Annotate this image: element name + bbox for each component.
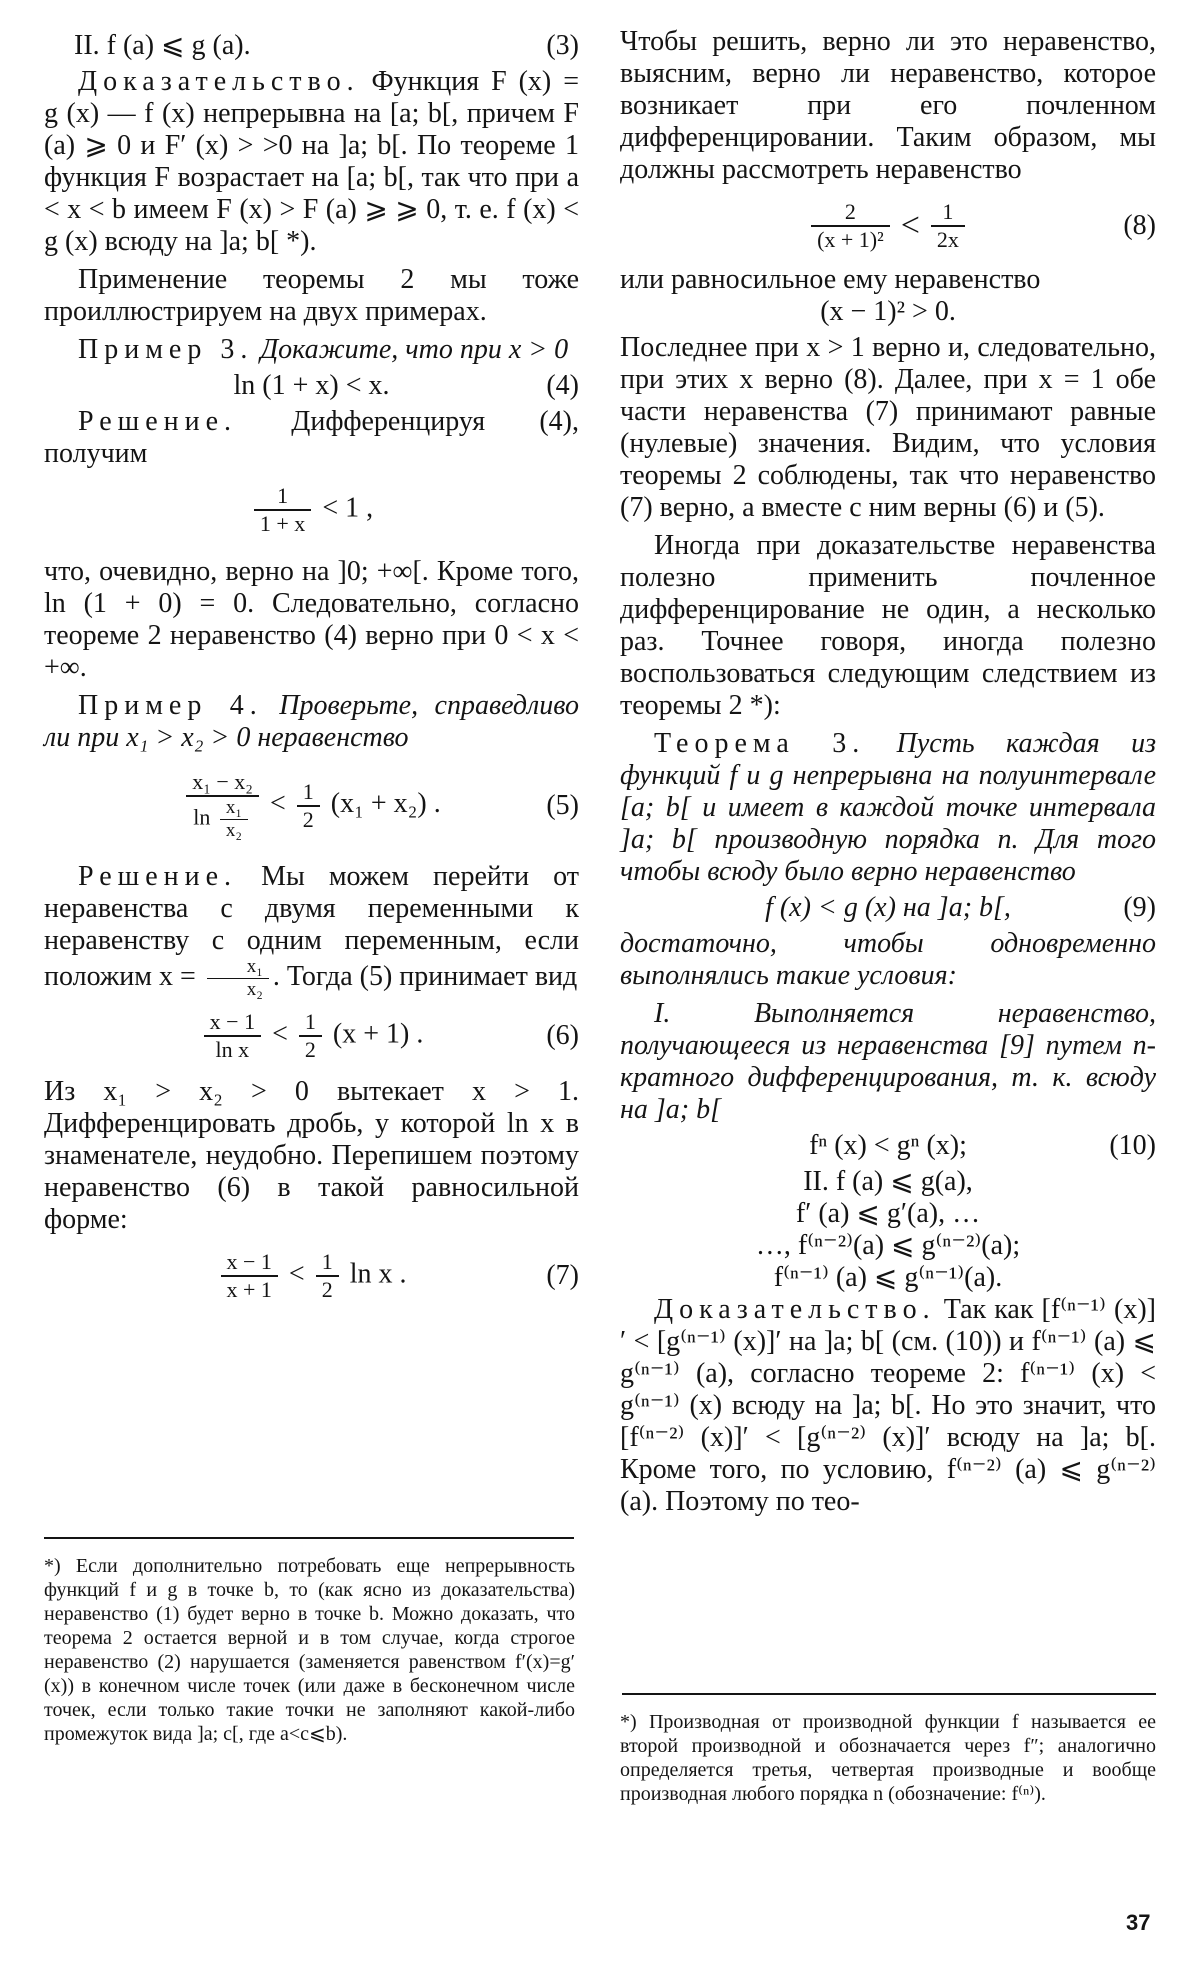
right-column xyxy=(620,26,1156,1518)
equation-8-rhs-fraction: $\frac{1}{2x}$ xyxy=(931,200,965,252)
theorem-3-proof-text: Так как [f⁽ⁿ⁻¹⁾ (x)]′ < [g⁽ⁿ⁻¹⁾ (x)]′ на ]a; b[ (см. (10)) и f⁽ⁿ⁻¹⁾ (a) ⩽ g⁽ⁿ⁻¹⁾ (a), согласно теореме 2: f⁽ⁿ⁻¹⁾ (x) < g⁽ⁿ⁻¹⁾ (x) всюду на ]a; b[. Но это значит, что [f⁽ⁿ⁻²⁾ (x)]′ < [g⁽ⁿ⁻²⁾ (x)]′ всюду на ]a; b[. Кроме того, по условию, f⁽ⁿ⁻²⁾ (a) ⩽ g⁽ⁿ⁻²⁾ (a). Поэтому по тео- xyxy=(620,1294,1157,1517)
equivalent-inequality: (x − 1)² > 0. xyxy=(820,296,956,327)
equation-number-6: (6) xyxy=(546,1020,579,1051)
multiple-differentiation-paragraph: Иногда при доказательстве неравенства полезно применить почленное дифференцирование не один, а несколько раз. Точнее говоря, иногда полезно воспользоваться следующим следствием из теоремы 2 *): xyxy=(620,530,1156,721)
equation-5-rhs: (x₁ + x₂) . xyxy=(330,787,441,819)
theorem-3-conditions-intro: достаточно, чтобы одновременно выполнялись такие условия: xyxy=(620,928,1156,991)
equation-7-rhs: ln x . xyxy=(349,1258,407,1290)
equation-4-body: ln (1 + x) < x. xyxy=(233,370,390,401)
solution-4-paragraph xyxy=(44,861,579,1000)
equation-number-10: (10) xyxy=(1109,1130,1156,1161)
theorem-3-proof-heading: Доказательство. xyxy=(654,1294,936,1325)
theorem-3-proof xyxy=(620,1294,1156,1518)
equation-4 xyxy=(44,370,579,402)
equation-8: $\frac{2}{\text{(x + 1)²}}$ < $\frac{1}{2x}$ (8) xyxy=(620,200,1156,252)
page-number: 37 xyxy=(1126,1910,1151,1935)
equation-number-5: (5) xyxy=(546,789,579,821)
solution-4-text-continued: . Тогда (5) принимает вид xyxy=(272,960,578,992)
proof-text: Функция F (x) = g (x) — f (x) непрерывна на [a; b[, причем F (a) ⩾ 0 и F′ (x) > >0 на ]a; b[. По теореме 1 функция F возрастает на [a; b[, так что при a < x < b имеем F (x) > F (a) ⩾ ⩾ 0, т. е. f (x) < g (x) всюду на ]a; b[ *). xyxy=(44,66,579,257)
theorem-condition-1: I. Выполняется неравенство, получающееся из неравенства [9] путем n-кратного дифференцирования, т. к. всюду на ]a; b[ xyxy=(620,998,1156,1125)
solution-3-continuation: что, очевидно, верно на ]0; +∞[. Кроме того, ln (1 + 0) = 0. Следовательно, согласно теореме 2 неравенство (4) верно при 0 < x < +∞. xyxy=(44,556,579,683)
example-4-heading: Пример 4. xyxy=(78,690,263,721)
paragraph-continuation: Чтобы решить, верно ли это неравенство, выясним, верно ли неравенство, которое возникает при его почленном дифференцировании. Таким образом, мы должны рассмотреть неравенство xyxy=(620,26,1156,185)
one-half-fraction: $\frac{1}{2}$ xyxy=(299,1010,322,1062)
fraction-1-over-1-plus-x: $\frac{1}{1 + x}$ xyxy=(254,484,311,536)
equation-7-lhs-fraction: $\frac{x - 1}{x + 1}$ xyxy=(221,1250,278,1302)
solution-3-text: Дифференцируя (4), получим xyxy=(44,406,579,469)
example-3-heading: Пример 3. xyxy=(78,334,254,365)
theorem-condition-2: II. f (a) ⩽ g(a), f′ (a) ⩽ g′(a), … …, f⁽ⁿ⁻²⁾(a) ⩽ g⁽ⁿ⁻²⁾(a); f⁽ⁿ⁻¹⁾ (a) ⩽ g⁽ⁿ⁻¹⁾(a). xyxy=(755,1166,1021,1293)
equation-number-9: (9) xyxy=(1123,892,1156,923)
equation-10: fⁿ (x) < gⁿ (x); (10) xyxy=(809,1130,1156,1161)
proof-paragraph xyxy=(44,66,579,258)
derivative-inequality xyxy=(44,484,579,536)
solution-3-paragraph xyxy=(44,406,579,470)
condition-2-line xyxy=(44,30,579,62)
left-column xyxy=(44,26,579,1302)
example-4-paragraph xyxy=(44,690,579,754)
equation-5-lhs-fraction: x₁ − x₂ ln $\frac{\text{x₁}}{\text{x₂}}$ xyxy=(186,770,259,841)
conclusion-paragraph: Последнее при x > 1 верно и, следовательно, при этих x верно (8). Далее, при x = 1 обе части неравенства (7) принимают равные (нулевые) значения. Видим, что условия теоремы 2 соблюдены, так что неравенство (7) верно, а вместе с ним верны (6) и (5). xyxy=(620,332,1156,523)
solution-4-text: Мы можем перейти от неравенства с двумя переменными к неравенству с одним переменным, если положим x = xyxy=(44,861,580,992)
theorem-3-paragraph xyxy=(620,728,1156,888)
application-paragraph: Применение теоремы 2 мы тоже проиллюстрируем на двух примерах. xyxy=(44,264,579,327)
proof-heading: Доказательство. xyxy=(78,66,360,97)
equation-9: f (x) < g (x) на ]a; b[, (9) xyxy=(765,892,1156,923)
theorem-3-heading: Теорема 3. xyxy=(654,728,866,759)
rewrite-paragraph: Из x₁ > x₂ > 0 вытекает x > 1. Дифференцировать дробь, у которой ln x в знаменателе, неудобно. Перепишем поэтому неравенство (6) в такой равносильной форме: xyxy=(44,1076,579,1235)
equation-5: x₁ − x₂ ln $\frac{\text{x₁}}{\text{x₂}}$ < $\frac{1}{2}$ (x₁ + x₂) . (5) xyxy=(44,770,579,841)
equation-6-rhs: (x + 1) . xyxy=(332,1018,424,1050)
equation-6-lhs-fraction: $\frac{x - 1}{\text{ln x}}$ xyxy=(204,1010,261,1062)
footnote-left: *) Если дополнительно потребовать еще непрерывность функций f и g в точке b, то (как ясно из доказательства) неравенство (1) будет верно в точке b. Можно доказать, что теорема 2 остается верной и в том случае, когда строгое неравенство (2) нарушается (заменяется равенством f′(x)=g′(x)) в конечном числе точек (или даже в бесконечном числе точек, если только такие точки не заполняют какой-либо промежуток вида ]a; c[, где a<c⩽b). xyxy=(44,1555,575,1745)
condition-2: II. f (a) ⩽ g (a). xyxy=(74,30,251,61)
equation-7: $\frac{x - 1}{x + 1}$ < $\frac{1}{2}$ ln x . (7) xyxy=(44,1250,579,1302)
equivalent-inequality-text: или равносильное ему неравенство xyxy=(620,264,1041,295)
equation-6: $\frac{x - 1}{\text{ln x}}$ < $\frac{1}{2}$ (x + 1) . (6) xyxy=(44,1010,579,1062)
equation-8-lhs-fraction: $\frac{2}{\text{(x + 1)²}}$ xyxy=(811,200,890,252)
substitution-fraction: $\frac{\text{x₁}}{\text{x₂}}$ xyxy=(207,957,269,1000)
equation-number-8: (8) xyxy=(1123,210,1156,241)
solution-3-heading: Решение. xyxy=(78,406,238,437)
example-3-statement: Докажите, что при x > 0 xyxy=(260,334,569,365)
equation-number-7: (7) xyxy=(546,1260,579,1291)
equation-number-4: (4) xyxy=(546,370,579,401)
theorem-3-statement: Пусть каждая из функций f и g непрерывна на полуинтервале [a; b[ и имеет в каждой точке интервала ]a; b[ производную порядка n. Для того чтобы всюду было верно неравенство xyxy=(620,728,1156,887)
footnote-divider-right xyxy=(622,1693,1156,1695)
footnote-divider-left xyxy=(44,1537,574,1539)
one-half-fraction: $\frac{1}{2}$ xyxy=(316,1250,339,1302)
one-half-fraction: $\frac{1}{2}$ xyxy=(297,780,320,832)
solution-4-heading: Решение. xyxy=(78,861,238,892)
footnote-right: *) Производная от производной функции f называется ее второй производной и обозначается через f″; аналогично определяется третья, четвертая производные и вообще производная любого порядка n (обозначение: f⁽ⁿ⁾). xyxy=(620,1711,1156,1805)
example-3-paragraph xyxy=(44,334,579,366)
x1-over-x2-fraction: $\frac{\text{x₁}}{\text{x₂}}$ xyxy=(220,798,248,841)
example-4-statement: Проверьте, справедливо ли при x₁ > x₂ > 0 неравенство xyxy=(44,690,580,753)
equation-number-3: (3) xyxy=(546,30,579,61)
derivative-inequality-rhs: < 1 , xyxy=(322,492,374,524)
